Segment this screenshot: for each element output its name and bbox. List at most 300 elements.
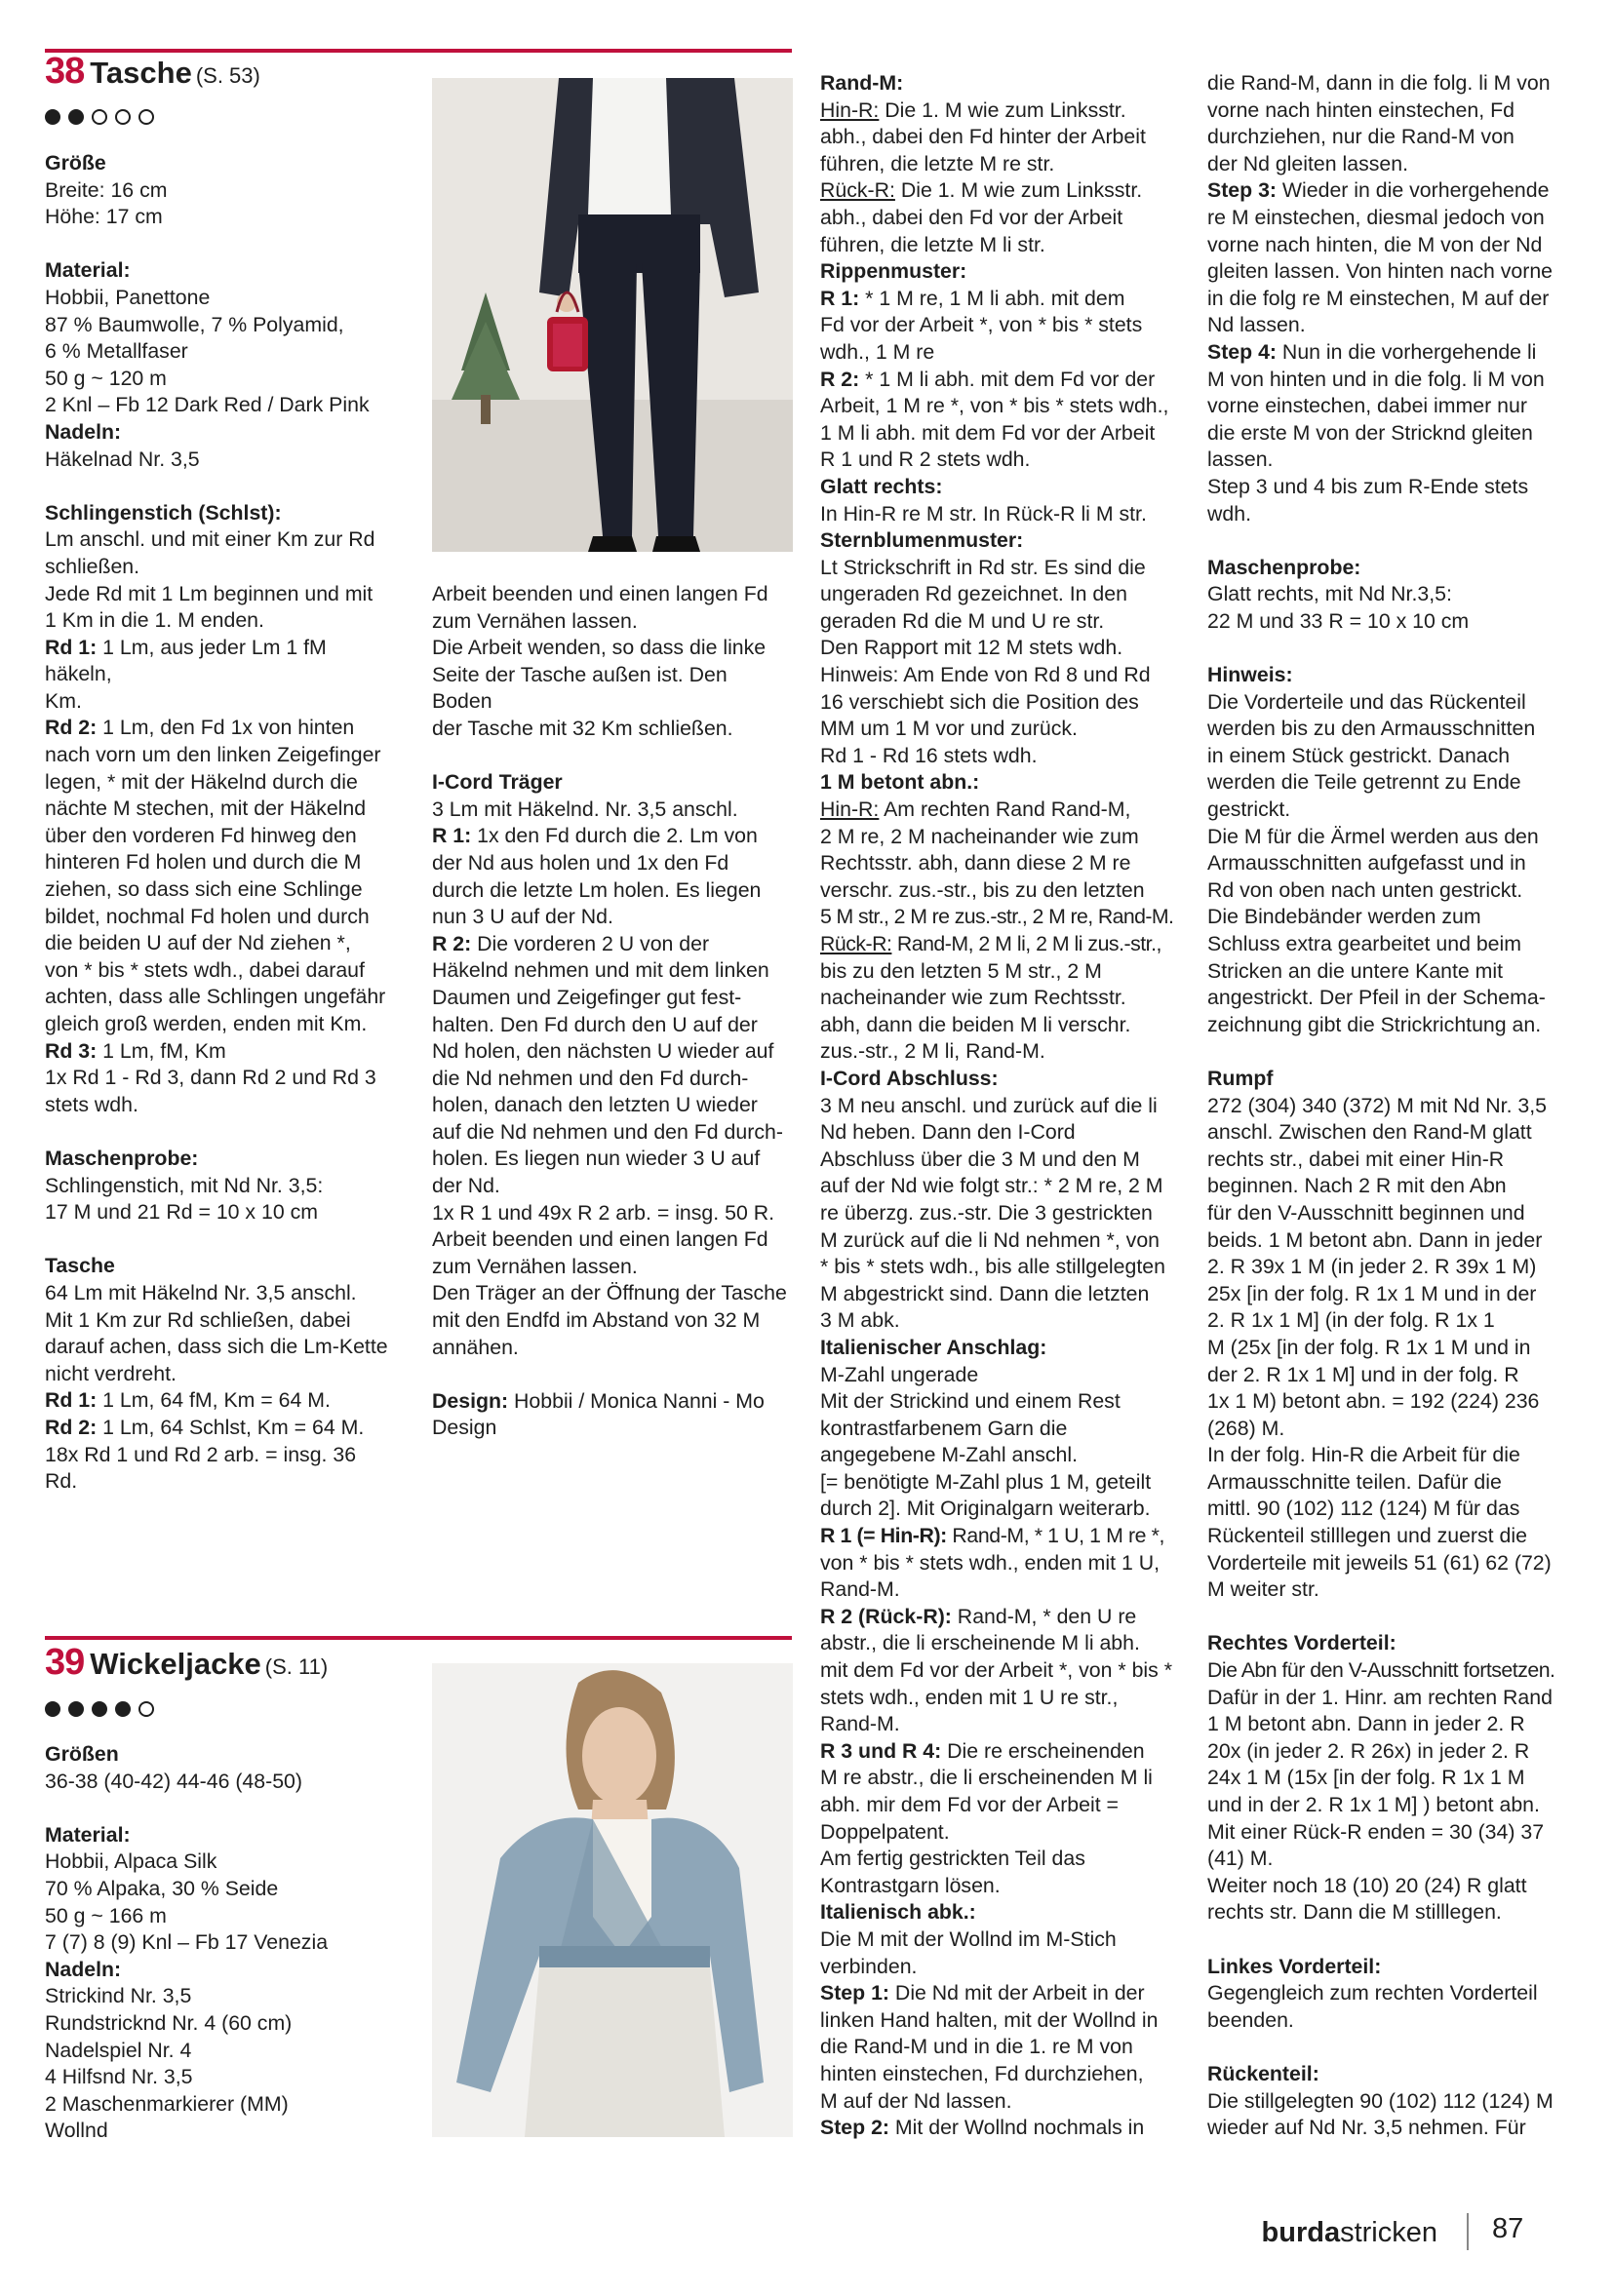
text-line: Rd 1 - Rd 16 stets wdh. (820, 743, 1038, 767)
difficulty-dot-empty (115, 109, 131, 125)
text-line: 2 Knl – Fb 12 Dark Red / Dark Pink (45, 393, 370, 417)
pattern-number: 38 (45, 51, 85, 92)
text-line (820, 1523, 1183, 1550)
text-line: der Nd. (432, 1174, 500, 1198)
text-line: der Tasche mit 32 Km schließen. (432, 716, 733, 740)
photo-tasche-model (432, 78, 793, 552)
column-4-text (1207, 70, 1576, 2142)
text-line: 50 g ~ 120 m (45, 366, 167, 390)
text-line: 24x 1 M (15x [in der folg. R 1x 1 M (1207, 1766, 1525, 1790)
brand-bold: burda (1261, 2217, 1341, 2248)
magazine-brand (1262, 2217, 1437, 2249)
text-line: Jede Rd mit 1 Lm beginnen und mit (45, 581, 374, 605)
heading-icord-abschluss: I-Cord Abschluss: (820, 1066, 999, 1090)
text-line: ziehen, so dass sich eine Schlinge (45, 877, 363, 902)
row-label: R 2: (820, 367, 860, 391)
text-line: durch die letzte Lm holen. Es liegen (432, 877, 762, 902)
text-line: 7 (7) 8 (9) Knl – Fb 17 Venezia (45, 1930, 329, 1955)
difficulty-dot-filled (45, 1701, 60, 1717)
row-label: R 1 (= Hin-R): (820, 1524, 947, 1548)
text-line: Hobbii, Panettone (45, 285, 211, 309)
row-text: 1 Lm, 64 Schlst, Km = 64 M. (97, 1415, 365, 1439)
text-line: stets wdh., enden mit 1 U re str., (820, 1685, 1119, 1709)
photo-tasche-illustration (432, 78, 793, 552)
row-label: Rück-R: (820, 178, 895, 203)
text-line: Den Rapport mit 12 M stets wdh. (820, 636, 1123, 660)
text-line: Nd lassen. (1207, 313, 1306, 337)
text-line: darauf achen, dass sich die Lm-Kette (45, 1335, 388, 1359)
text-line: Rand-M. (820, 1712, 900, 1736)
text-line: vorne nach hinten, die M von der Nd (1207, 232, 1543, 256)
text-line: die Rand-M, dann in die folg. li M von (1207, 71, 1551, 95)
text-line: Doppelpatent. (820, 1819, 950, 1844)
text-line: 18x Rd 1 und Rd 2 arb. = insg. 36 (45, 1442, 357, 1466)
text-line: Glatt rechts, mit Nd Nr.3,5: (1207, 582, 1452, 606)
row-text: 1 Lm, den Fd 1x von hinten (97, 716, 355, 740)
text-line: beginnen. Nach 2 R mit den Abn (1207, 1174, 1507, 1198)
row-text: Die 1. M wie zum Linksstr. (894, 178, 1143, 203)
text-line: der Nd gleiten lassen. (1207, 151, 1408, 175)
text-line: Arbeit beenden und einen langen Fd (432, 582, 768, 605)
text-line: 272 (304) 340 (372) M mit Nd Nr. 3,5 (1207, 1093, 1548, 1117)
section-39-rule (45, 1636, 792, 1640)
text-line: verbinden. (820, 1954, 918, 1978)
text-line (45, 1387, 398, 1415)
row-text: Wieder in die vorhergehende (1277, 178, 1550, 203)
text-line: die beiden U auf der Nd ziehen *, (45, 931, 351, 955)
text-line: lassen. (1207, 448, 1274, 472)
difficulty-dot-empty (138, 1701, 154, 1717)
text-line: verschr. zus.-str., bis zu den letzten (820, 877, 1145, 902)
text-line: Daumen und Zeigefinger gut fest- (432, 985, 742, 1009)
text-line: [= benötigte M-Zahl plus 1 M, geteilt (820, 1469, 1152, 1494)
difficulty-dot-empty (138, 109, 154, 125)
text-line: MM um 1 M vor und zurück. (820, 717, 1078, 741)
text-line: stets wdh. (45, 1092, 138, 1116)
text-line: 87 % Baumwolle, 7 % Polyamid, (45, 312, 344, 336)
text-line: zum Vernähen lassen. (432, 608, 638, 633)
text-line: abstr., die li erscheinende M li abh. (820, 1631, 1140, 1655)
text-line: 3 M abk. (820, 1308, 900, 1333)
text-line: durchziehen, nur die Rand-M von (1207, 125, 1515, 149)
text-line: M (25x [in der folg. R 1x 1 M und in (1207, 1335, 1531, 1359)
text-line: der 2. R 1x 1 M] und in der folg. R (1207, 1362, 1519, 1386)
text-line: die erste M von der Stricknd gleiten (1207, 420, 1533, 445)
difficulty-dot-filled (45, 109, 60, 125)
row-label: Rd 3: (45, 1038, 98, 1063)
text-line: R 1 und R 2 stets wdh. (820, 448, 1031, 472)
text-line: Rand-M. (820, 1577, 900, 1602)
text-line: vorne nach hinten einstechen, Fd (1207, 97, 1515, 122)
text-line: 17 M und 21 Rd = 10 x 10 cm (45, 1200, 318, 1225)
text-line: M von hinten und in die folg. li M von (1207, 367, 1545, 391)
text-line: zeichnung gibt die Strickrichtung an. (1207, 1012, 1542, 1036)
text-line: vorne einstechen, dabei immer nur (1207, 394, 1527, 418)
text-line: nacheinander wie zum Rechtsstr. (820, 986, 1126, 1010)
text-line: (268) M. (1207, 1416, 1285, 1440)
page-footer (1261, 2213, 1570, 2252)
text-line: Fd vor der Arbeit *, von * bis * stets (820, 313, 1143, 337)
page-number: 87 (1492, 2213, 1524, 2244)
text-line: hinteren Fd holen und durch die M (45, 850, 362, 875)
text-line: 2. R 39x 1 M (in jeder 2. R 39x 1 M) (1207, 1255, 1537, 1279)
text-line: Hinweis: Am Ende von Rd 8 und Rd (820, 663, 1151, 687)
difficulty-dot-filled (92, 1701, 107, 1717)
text-line (45, 1415, 398, 1442)
text-line: der Nd aus holen und 1x den Fd (432, 850, 729, 875)
row-text: Die vorderen 2 U von der (471, 931, 710, 955)
pattern-38-header (45, 51, 260, 93)
text-line: abh. mir dem Fd vor der Arbeit = (820, 1793, 1119, 1816)
text-line (820, 931, 1183, 958)
text-line: nicht verdreht. (45, 1361, 177, 1385)
text-line: Nd holen, den nächsten U wieder auf (432, 1039, 774, 1064)
text-line (432, 931, 793, 958)
text-line: Die M für die Ärmel werden aus den (1207, 824, 1539, 848)
row-label: Step 2: (820, 2116, 890, 2140)
text-line: Häkelnd nehmen und mit dem linken (432, 958, 769, 983)
design-text: Hobbii / Monica Nanni - Mo (508, 1388, 765, 1413)
heading-italienischer-anschlag: Italienischer Anschlag: (820, 1335, 1047, 1359)
text-line: Den Träger an der Öffnung der Tasche (432, 1281, 787, 1305)
text-line: Mit einer Rück-R enden = 30 (34) 37 (1207, 1819, 1545, 1844)
text-line: werden bis zu den Armausschnitten (1207, 717, 1536, 741)
text-line (820, 286, 1183, 313)
photo-wickeljacke-illustration (432, 1663, 793, 2137)
row-text: Die Nd mit der Arbeit in der (889, 1981, 1145, 2005)
text-line: Vorderteile mit jeweils 51 (61) 62 (72) (1207, 1550, 1552, 1575)
pattern-39-header (45, 1642, 328, 1684)
text-line: Lt Strickschrift in Rd str. Es sind die (820, 555, 1146, 579)
page-reference: (S. 11) (264, 1654, 329, 1679)
text-line: 2 M re, 2 M nacheinander wie zum (820, 824, 1139, 848)
text-line: M-Zahl ungerade (820, 1362, 979, 1386)
text-line: 20x (in jeder 2. R 26x) in jeder 2. R (1207, 1738, 1530, 1763)
text-line: re überzg. zus.-str. Die 3 gestrickten (820, 1200, 1153, 1225)
text-line: Höhe: 17 cm (45, 205, 163, 229)
heading-linkes-vorderteil: Linkes Vorderteil: (1207, 1954, 1382, 1978)
text-line: M zurück auf die li Nd nehmen *, von (820, 1227, 1161, 1252)
text-line: beenden. (1207, 2007, 1294, 2032)
difficulty-dot-filled (115, 1701, 131, 1717)
text-line: Rechtsstr. abh, dann diese 2 M re (820, 851, 1131, 876)
text-line: über den vorderen Fd hinweg den (45, 823, 357, 847)
text-line: Nadelspiel Nr. 4 (45, 2038, 192, 2062)
text-line: von * bis * stets wdh., dabei darauf (45, 957, 365, 982)
text-line: angegebene M-Zahl anschl. (820, 1443, 1079, 1467)
column-3-text (820, 70, 1183, 2142)
row-text: Mit der Wollnd nochmals in (889, 2116, 1145, 2140)
text-line: anschl. Zwischen den Rand-M glatt (1207, 1120, 1532, 1145)
heading-maschenprobe: Maschenprobe: (1207, 555, 1361, 579)
text-line: Häkelnad Nr. 3,5 (45, 447, 200, 471)
text-line: angestrickt. Der Pfeil in der Schema- (1207, 986, 1546, 1010)
photo-wickeljacke-model (432, 1663, 793, 2137)
text-line: rechts str., dabei mit einer Hin-R (1207, 1147, 1505, 1171)
text-line: mittl. 90 (102) 112 (124) M für das (1207, 1497, 1520, 1521)
text-line: beids. 1 M betont abn. Dann in jeder (1207, 1227, 1543, 1252)
text-line: Dafür in der 1. Hinr. am rechten Rand (1207, 1685, 1553, 1709)
text-line: zum Vernähen lassen. (432, 1254, 638, 1278)
text-line: gleiten lassen. Von hinten nach vorne (1207, 259, 1554, 284)
pattern-39-instructions (45, 1741, 398, 2145)
text-line: Breite: 16 cm (45, 177, 168, 202)
text-line: (41) M. (1207, 1847, 1274, 1871)
text-line: Arbeit beenden und einen langen Fd (432, 1227, 768, 1252)
text-line: Die Vorderteile und das Rückenteil (1207, 689, 1526, 714)
text-line: nächte M stechen, mit der Häkelnd (45, 797, 367, 821)
text-line: Step 3 und 4 bis zum R-Ende stets (1207, 474, 1529, 498)
text-line (820, 97, 1183, 125)
row-text: * 1 M re, 1 M li abh. mit dem (859, 286, 1125, 310)
text-line: 1 M betont abn. Dann in jeder 2. R (1207, 1712, 1525, 1736)
heading-tasche: Tasche (45, 1254, 115, 1278)
row-text: Rand-M, * den U re (951, 1604, 1137, 1628)
heading-rueckenteil: Rückenteil: (1207, 2061, 1319, 2085)
text-line: 1x R 1 und 49x R 2 arb. = insg. 50 R. (432, 1200, 775, 1225)
text-line: werden die Teile getrennt zu Ende (1207, 770, 1521, 795)
difficulty-dot-filled (68, 109, 84, 125)
text-line: 16 verschiebt sich die Position des (820, 689, 1139, 714)
heading-maschenprobe: Maschenprobe: (45, 1146, 199, 1170)
text-line: 3 Lm mit Häkelnd. Nr. 3,5 anschl. (432, 797, 738, 821)
text-line: auf die Nd nehmen und den Fd durch- (432, 1119, 783, 1144)
text-line: 25x [in der folg. R 1x 1 M und in der (1207, 1281, 1537, 1305)
text-line: Lm anschl. und mit einer Km zur Rd (45, 527, 375, 552)
text-line: re M einstechen, diesmal jedoch von (1207, 205, 1545, 229)
text-line: gleich groß werden, enden mit Km. (45, 1012, 368, 1035)
row-text: Rand-M, 2 M li, 2 M li zus.-str., (891, 932, 1161, 955)
text-line: abh, dann die beiden M li verschr. (820, 1012, 1131, 1036)
row-text: 1 Lm, fM, Km (97, 1038, 226, 1063)
text-line: für den V-Ausschnitt beginnen und (1207, 1200, 1525, 1225)
heading-nadeln: Nadeln: (45, 1957, 122, 1981)
text-line: Seite der Tasche außen ist. Den Boden (432, 662, 728, 714)
text-line: M auf der Nd lassen. (820, 2088, 1012, 2113)
text-line: Rd von oben nach unten gestrickt. (1207, 877, 1523, 902)
text-line: 64 Lm mit Häkelnd Nr. 3,5 anschl. (45, 1280, 357, 1304)
row-text: * 1 M li abh. mit dem Fd vor der (859, 367, 1156, 391)
text-line: Am fertig gestrickten Teil das (820, 1847, 1085, 1871)
row-text: 1 Lm, aus jeder Lm 1 fM häkeln, (45, 635, 327, 686)
text-line: auf der Nd wie folgt str.: * 2 M re, 2 M (820, 1174, 1163, 1198)
text-line (432, 823, 793, 850)
text-line: Die Abn für den V-Ausschnitt fortsetzen. (1207, 1658, 1555, 1683)
text-line: Schlingenstich, mit Nd Nr. 3,5: (45, 1173, 324, 1197)
difficulty-rating (45, 1701, 154, 1717)
text-line: die Nd nehmen und den Fd durch- (432, 1066, 749, 1090)
text-line: Kontrastgarn lösen. (820, 1873, 1001, 1897)
text-line (820, 797, 1183, 824)
row-label: Hin-R: (820, 798, 880, 822)
heading-rumpf: Rumpf (1207, 1066, 1274, 1090)
heading-rand-m: Rand-M: (820, 71, 904, 95)
text-line: linken Hand halten, mit der Wollnd in (820, 2007, 1159, 2032)
row-text: Die re erscheinenden (941, 1738, 1145, 1763)
text-line: und in der 2. R 1x 1 M] ) betont abn. (1207, 1793, 1540, 1816)
heading-material: Material: (45, 258, 131, 283)
design-label: Design: (432, 1388, 509, 1413)
text-line (820, 177, 1183, 205)
text-line: nun 3 U auf der Nd. (432, 905, 613, 929)
text-line: 22 M und 33 R = 10 x 10 cm (1207, 608, 1470, 633)
text-line (820, 1738, 1183, 1766)
brand-rest: stricken (1340, 2217, 1437, 2248)
text-line: Hobbii, Alpaca Silk (45, 1849, 217, 1874)
text-line: Die Bindebänder werden zum (1207, 905, 1481, 929)
text-line: Nd heben. Dann den I-Cord (820, 1120, 1076, 1145)
text-line: 2 Maschenmarkierer (MM) (45, 2091, 289, 2116)
text-line: in die folg re M einstechen, M auf der (1207, 286, 1550, 310)
text-line: 70 % Alpaka, 30 % Seide (45, 1876, 279, 1900)
text-line: Mit der Strickind und einem Rest (820, 1389, 1121, 1414)
text-line: wdh., 1 M re (820, 339, 935, 364)
heading-nadeln: Nadeln: (45, 419, 122, 444)
text-line: Schluss extra gearbeitet und beim (1207, 932, 1522, 955)
row-label: Rd 1: (45, 635, 98, 659)
page-reference: (S. 53) (195, 63, 260, 88)
text-line: führen, die letzte M re str. (820, 151, 1055, 175)
text-line: 50 g ~ 166 m (45, 1903, 167, 1927)
text-line: In der folg. Hin-R die Arbeit für die (1207, 1443, 1520, 1467)
text-line: Wollnd (45, 2119, 108, 2143)
text-line: mit dem Fd vor der Arbeit *, von * bis * (820, 1658, 1173, 1683)
text-line: Die M mit der Wollnd im M-Stich (820, 1926, 1117, 1951)
text-line (820, 367, 1183, 394)
text-line (820, 2115, 1183, 2142)
text-line: In Hin-R re M str. In Rück-R li M str. (820, 501, 1147, 525)
text-line: mit den Endfd im Abstand von 32 M (432, 1308, 761, 1333)
text-line: 1x 1 M) betont abn. = 192 (224) 236 (1207, 1389, 1540, 1414)
text-line: Rückenteil stilllegen und zuerst die (1207, 1524, 1527, 1548)
heading-material: Material: (45, 1822, 131, 1847)
text-line: Armausschnitte teilen. Dafür die (1207, 1469, 1502, 1494)
text-line: Weiter noch 18 (10) 20 (24) R glatt (1207, 1873, 1527, 1897)
text-line: M weiter str. (1207, 1577, 1319, 1602)
text-line: holen, danach den letzten U wieder (432, 1093, 758, 1117)
text-line: 36-38 (40-42) 44-46 (48-50) (45, 1769, 302, 1793)
text-line: 6 % Metallfaser (45, 339, 188, 364)
row-label: Hin-R: (820, 97, 880, 122)
row-label: R 2: (432, 931, 472, 955)
text-line: M re abstr., die li erscheinenden M li (820, 1766, 1153, 1790)
row-text: 1 Lm, 64 fM, Km = 64 M. (97, 1388, 331, 1413)
text-line: Strickind Nr. 3,5 (45, 1984, 192, 2008)
text-line: Die stillgelegten 90 (102) 112 (124) M (1207, 2088, 1554, 2113)
text-line: rechts str. Dann die M stilllegen. (1207, 1900, 1502, 1925)
text-line: halten. Den Fd durch den U auf der (432, 1012, 758, 1036)
text-line (820, 1604, 1183, 1631)
text-line: Rd. (45, 1469, 78, 1494)
text-line: Gegengleich zum rechten Vorderteil (1207, 1981, 1538, 2005)
text-line: durch 2]. Mit Originalgarn weiterarb. (820, 1497, 1151, 1521)
text-line (820, 1980, 1183, 2007)
row-text: Am rechten Rand Rand-M, (879, 798, 1131, 822)
pattern-title: Wickeljacke (90, 1647, 261, 1681)
text-line: hinten einstechen, Fd durchziehen, (820, 2061, 1144, 2085)
text-line: die Rand-M und in die 1. re M von (820, 2035, 1133, 2059)
text-line: in einem Stück gestrickt. Danach (1207, 743, 1511, 767)
text-line: abh., dabei den Fd hinter der Arbeit (820, 125, 1146, 149)
text-line: Design (432, 1416, 497, 1440)
heading-groesse: Größe (45, 151, 106, 175)
text-line: gestrickt. (1207, 798, 1291, 822)
pattern-38-instructions (45, 150, 398, 1496)
text-line: wieder auf Nd Nr. 3,5 nehmen. Für (1207, 2116, 1526, 2140)
text-line: 4 Hilfsnd Nr. 3,5 (45, 2065, 193, 2089)
design-credit (432, 1388, 793, 1416)
pattern-title: Tasche (90, 56, 192, 90)
heading-schlingenstich: Schlingenstich (Schlst): (45, 500, 282, 525)
text-line: wdh. (1207, 501, 1251, 525)
text-line: holen. Es liegen nun wieder 3 U auf (432, 1147, 761, 1171)
difficulty-dot-empty (92, 109, 107, 125)
text-line: bildet, nochmal Fd holen und durch (45, 904, 370, 928)
text-line: ungeraden Rd gezeichnet. In den (820, 582, 1127, 606)
text-line: bis zu den letzten 5 M str., 2 M (820, 958, 1102, 983)
text-line: führen, die letzte M li str. (820, 232, 1045, 256)
row-label: R 1: (432, 824, 472, 848)
text-line: Armausschnitten aufgefasst und in (1207, 851, 1526, 876)
text-line: legen, * mit der Häkelnd durch die (45, 769, 358, 794)
text-line (1207, 177, 1576, 205)
pattern-number: 39 (45, 1642, 85, 1683)
heading-hinweis: Hinweis: (1207, 663, 1293, 687)
row-label: R 3 und R 4: (820, 1738, 942, 1763)
text-line: 1x Rd 1 - Rd 3, dann Rd 2 und Rd 3 (45, 1066, 376, 1090)
text-line: geraden Rd die M und U re str. (820, 608, 1105, 633)
heading-betont-abn: 1 M betont abn.: (820, 770, 980, 795)
row-label: Step 3: (1207, 178, 1278, 203)
heading-italienisch-abk: Italienisch abk.: (820, 1900, 976, 1925)
text-line: Stricken an die untere Kante mit (1207, 958, 1504, 983)
text-line: Mit 1 Km zur Rd schließen, dabei (45, 1307, 351, 1332)
footer-divider (1467, 2213, 1469, 2250)
text-line: Abschluss über die 3 M und den M (820, 1147, 1140, 1171)
row-label: Step 1: (820, 1981, 890, 2005)
text-line: schließen. (45, 554, 140, 578)
text-line: * bis * stets wdh., bis alle stillgelegten (820, 1255, 1165, 1279)
text-line (45, 635, 398, 688)
row-text: Nun in die vorhergehende li (1277, 339, 1537, 364)
text-line: 5 M str., 2 M re zus.-str., 2 M re, Rand-M. (820, 905, 1174, 929)
row-label: Rd 2: (45, 716, 98, 740)
text-line: achten, dass alle Schlingen ungefähr (45, 985, 386, 1009)
text-line: von * bis * stets wdh., enden mit 1 U, (820, 1550, 1161, 1575)
heading-glatt-rechts: Glatt rechts: (820, 474, 943, 498)
row-label: Step 4: (1207, 339, 1278, 364)
text-line: M abgestrickt sind. Dann die letzten (820, 1281, 1150, 1305)
row-label: R 2 (Rück-R): (820, 1604, 952, 1628)
text-line: 1 Km in die 1. M enden. (45, 608, 264, 633)
text-line: zus.-str., 2 M li, Rand-M. (820, 1039, 1045, 1064)
difficulty-rating (45, 109, 154, 125)
row-label: R 1: (820, 286, 860, 310)
heading-rechtes-vorderteil: Rechtes Vorderteil: (1207, 1631, 1397, 1655)
row-text: 1x den Fd durch die 2. Lm von (471, 824, 758, 848)
text-line (45, 715, 398, 742)
column-2-text (432, 581, 793, 1442)
text-line: kontrastfarbenem Garn die (820, 1416, 1068, 1440)
text-line (45, 1038, 398, 1066)
row-text: Die 1. M wie zum Linksstr. (879, 97, 1126, 122)
row-label: Rd 1: (45, 1388, 98, 1413)
text-line: Km. (45, 688, 82, 713)
text-line: Arbeit, 1 M re *, von * bis * stets wdh., (820, 394, 1169, 418)
row-label: Rück-R: (820, 932, 892, 955)
text-line: 3 M neu anschl. und zurück auf die li (820, 1093, 1158, 1117)
text-line (1207, 339, 1576, 367)
